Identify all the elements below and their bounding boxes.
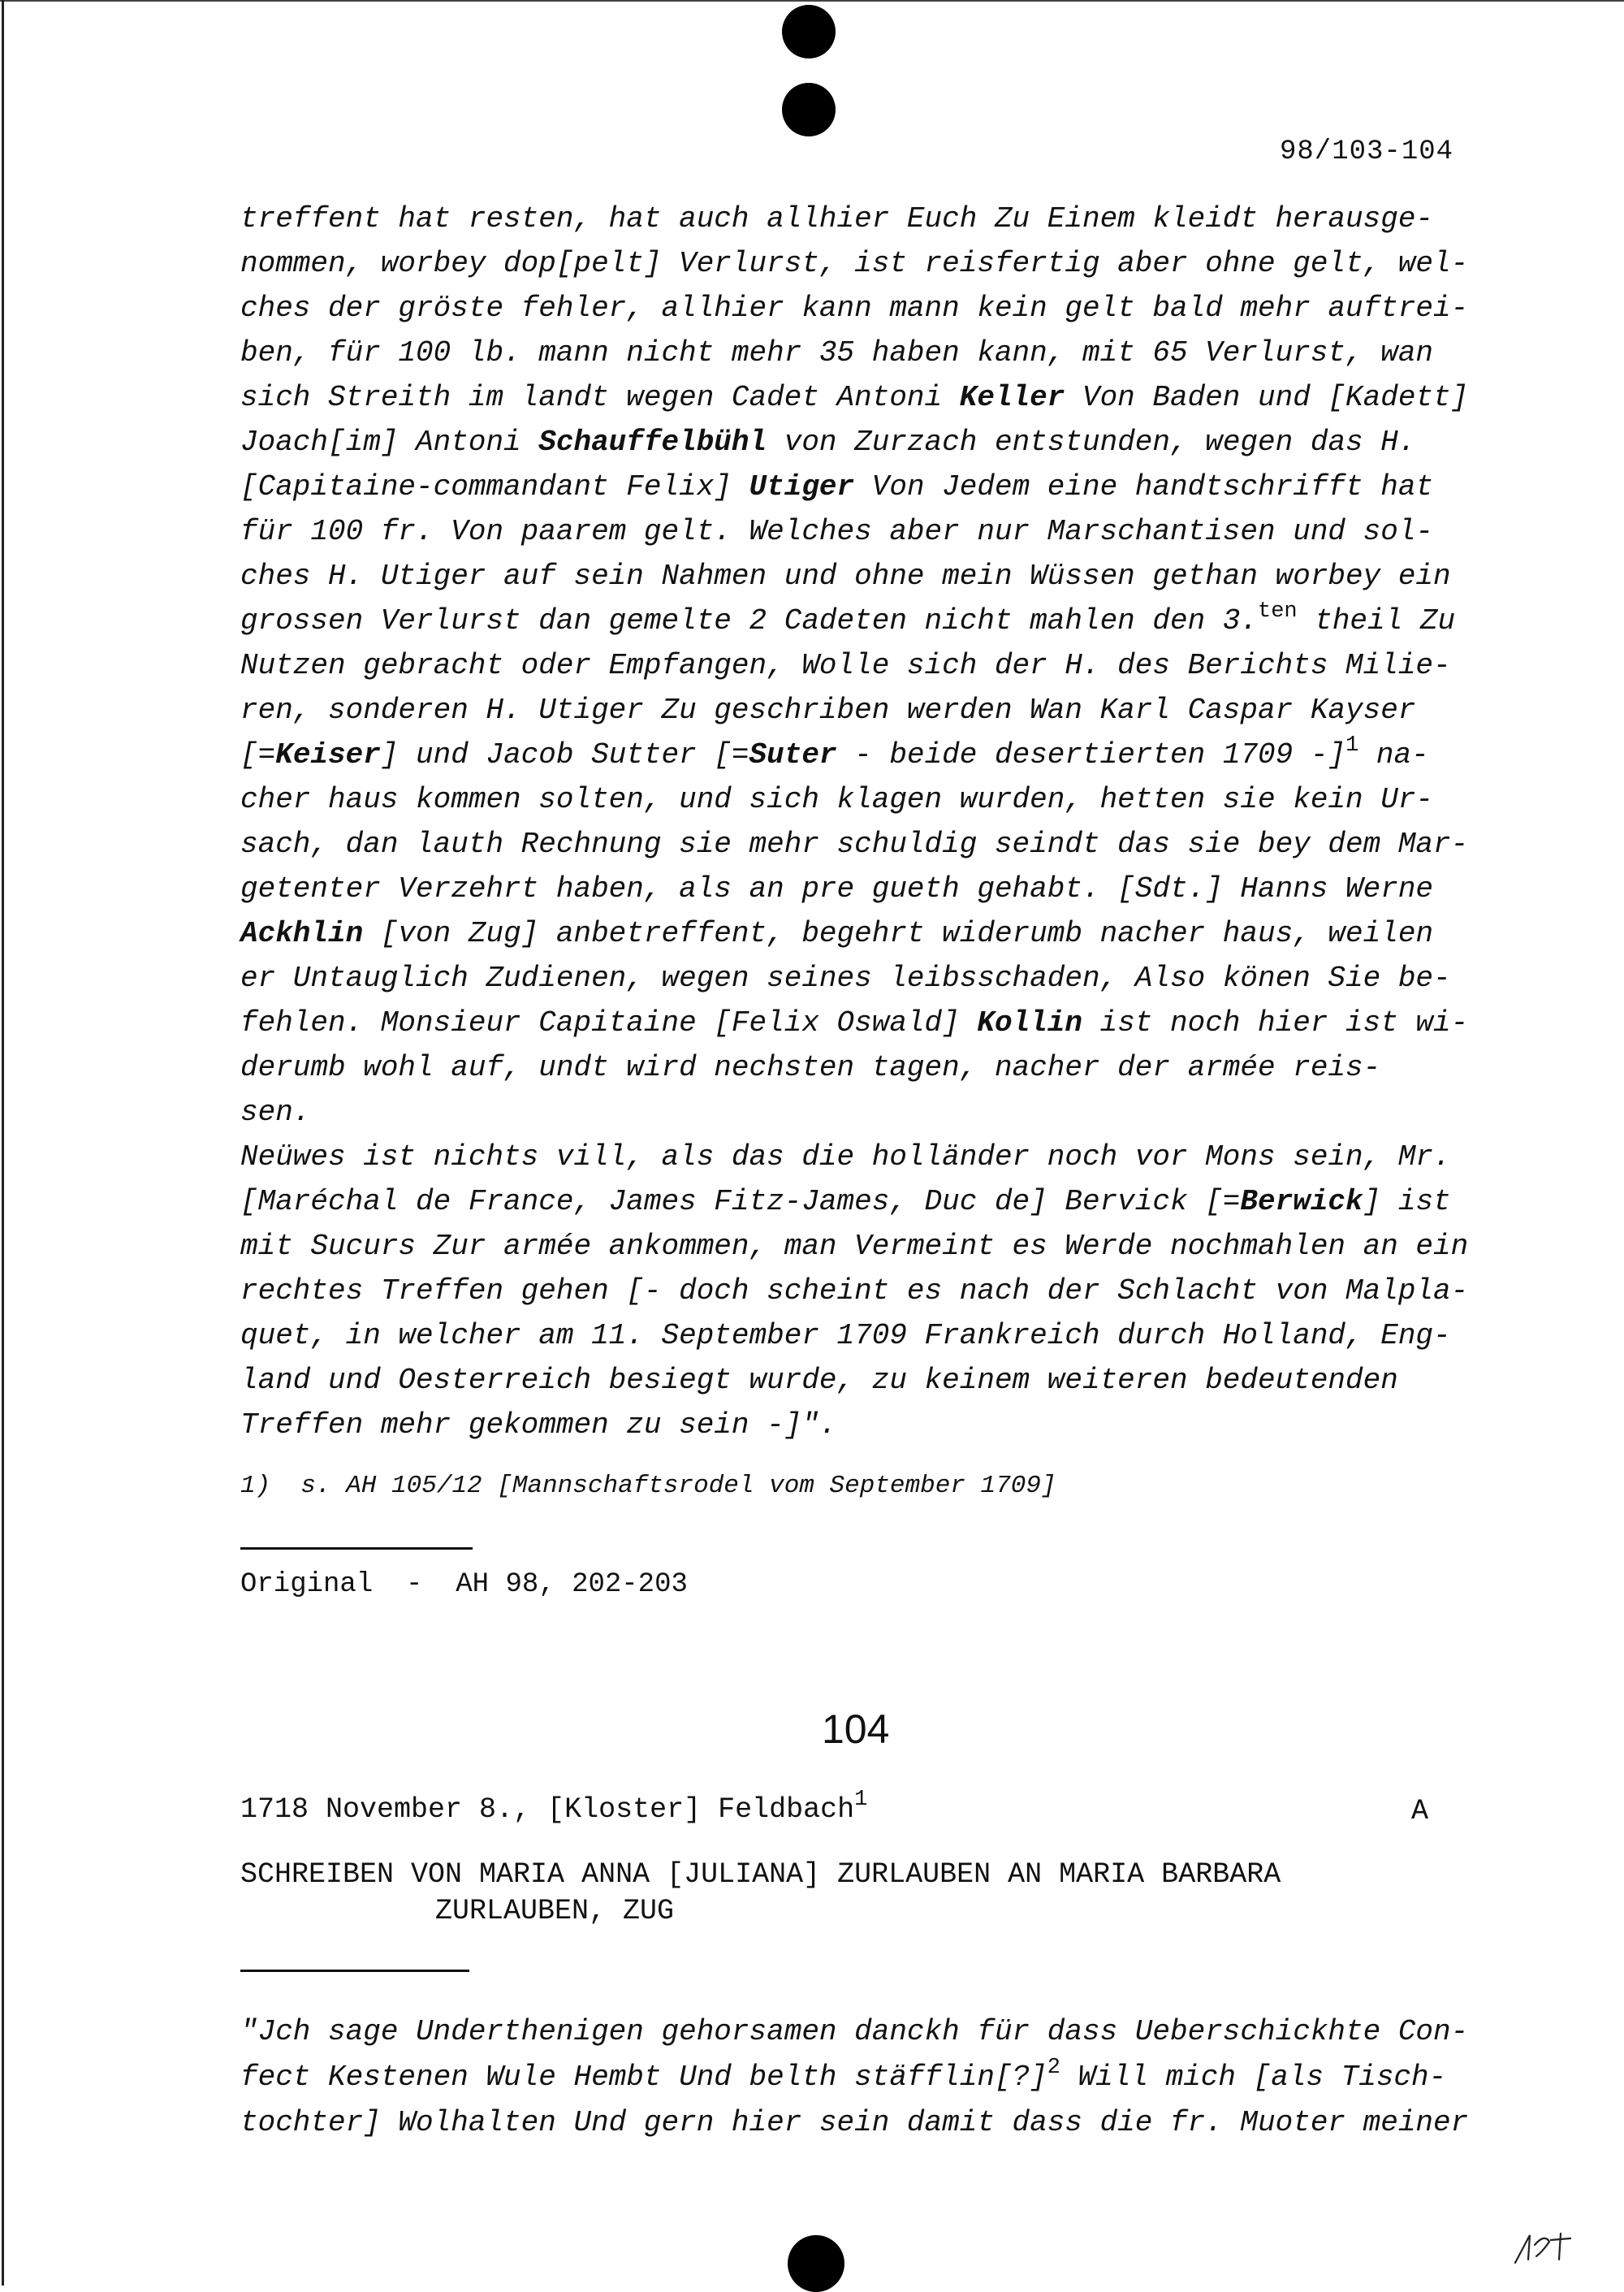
text-segment: Will mich [als Tisch- bbox=[1060, 2061, 1447, 2094]
divider-rule-2 bbox=[240, 1970, 469, 1972]
scan-left-edge bbox=[2, 0, 4, 2286]
footnote-marker: ten bbox=[1258, 599, 1298, 624]
text-line bbox=[240, 1358, 1491, 1403]
text-line bbox=[240, 1179, 1491, 1224]
footnote: 1) s. AH 105/12 [Mannschaftsrodel vom September 1709] bbox=[240, 1472, 1056, 1500]
text-segment: land und Oesterreich besiegt wurde, zu keinem weiteren bedeutenden bbox=[240, 1364, 1398, 1397]
text-line bbox=[240, 1403, 1491, 1447]
text-line bbox=[240, 867, 1491, 911]
text-segment: ben, für 100 lb. mann nicht mehr 35 haben kann, mit 65 Verlurst, wan bbox=[240, 336, 1434, 370]
handwritten-page-mark bbox=[1512, 2227, 1577, 2268]
punch-hole-bottom bbox=[788, 2235, 844, 2292]
text-line bbox=[240, 733, 1491, 777]
text-line bbox=[240, 509, 1491, 554]
text-segment: Joach[im] Antoni bbox=[240, 426, 539, 459]
text-segment: "Jch sage Underthenigen gehorsamen danckh für dass Ueberschickhte Con- bbox=[240, 2015, 1469, 2048]
letter-quote-text bbox=[240, 2009, 1491, 2146]
text-segment: Nutzen gebracht oder Empfangen, Wolle sich der H. des Berichts Milie- bbox=[240, 649, 1451, 682]
text-line bbox=[240, 1313, 1491, 1358]
text-line bbox=[240, 286, 1491, 331]
text-segment: Von Baden und [Kadett] bbox=[1065, 381, 1469, 414]
footnote-marker: 1 bbox=[1345, 733, 1359, 758]
text-line bbox=[240, 1135, 1491, 1179]
text-segment: Neüwes ist nichts vill, als das die holländer noch vor Mons sein, Mr. bbox=[240, 1140, 1451, 1174]
text-line bbox=[240, 777, 1491, 822]
text-segment: sen. bbox=[240, 1096, 311, 1129]
text-segment: rechtes Treffen gehen [- doch scheint es nach der Schlacht von Malpla- bbox=[240, 1274, 1469, 1308]
dateline-text: 1718 November 8., [Kloster] Feldbach bbox=[240, 1793, 855, 1826]
heading-line-1: SCHREIBEN VON MARIA ANNA [JULIANA] ZURLAUBEN AN MARIA BARBARA bbox=[240, 1858, 1281, 1891]
bold-name: Keiser bbox=[275, 738, 381, 772]
dateline-footnote-marker: 1 bbox=[854, 1788, 868, 1812]
bold-name: Utiger bbox=[749, 470, 855, 504]
text-segment: für 100 fr. Von paarem gelt. Welches aber nur Marschantisen und sol- bbox=[240, 515, 1434, 548]
text-segment: ] ist bbox=[1363, 1185, 1451, 1218]
text-segment: quet, in welcher am 11. September 1709 Frankreich durch Holland, Eng- bbox=[240, 1319, 1451, 1352]
dateline bbox=[240, 1788, 868, 1826]
text-line bbox=[240, 465, 1491, 509]
bold-name: Schauffelbühl bbox=[538, 426, 767, 459]
text-line bbox=[240, 331, 1491, 375]
text-line bbox=[240, 643, 1491, 688]
text-line bbox=[240, 1269, 1491, 1313]
bold-name: Kollin bbox=[977, 1006, 1082, 1040]
text-segment: ren, sonderen H. Utiger Zu geschriben werden Wan Karl Caspar Kayser bbox=[240, 694, 1416, 727]
text-line bbox=[240, 375, 1491, 420]
text-line bbox=[240, 197, 1491, 241]
text-line bbox=[240, 2009, 1491, 2055]
heading-line-2: ZURLAUBEN, ZUG bbox=[435, 1895, 675, 1927]
text-line bbox=[240, 1224, 1491, 1269]
text-segment: Treffen mehr gekommen zu sein -]". bbox=[240, 1408, 837, 1442]
text-segment: [= bbox=[240, 738, 276, 772]
page-reference: 98/103-104 bbox=[1280, 136, 1454, 167]
text-segment: derumb wohl auf, undt wird nechsten tagen, nacher der armée reis- bbox=[240, 1051, 1381, 1084]
document-number: 104 bbox=[822, 1706, 890, 1752]
text-line bbox=[240, 554, 1491, 599]
text-segment: ches H. Utiger auf sein Nahmen und ohne mein Wüssen gethan worbey ein bbox=[240, 560, 1451, 593]
bold-name: Ackhlin bbox=[240, 917, 364, 950]
text-segment: getenter Verzehrt haben, als an pre gueth gehabt. [Sdt.] Hanns Werne bbox=[240, 872, 1434, 906]
text-segment: fehlen. Monsieur Capitaine [Felix Oswald] bbox=[240, 1006, 978, 1040]
text-segment: ] und Jacob Sutter [= bbox=[380, 738, 749, 772]
text-segment: [Capitaine-commandant Felix] bbox=[240, 470, 749, 504]
text-segment: sach, dan lauth Rechnung sie mehr schuldig seindt das sie bey dem Mar- bbox=[240, 828, 1469, 861]
text-line bbox=[240, 2055, 1491, 2100]
text-line bbox=[240, 2100, 1491, 2146]
text-segment: [Maréchal de France, James Fitz-James, Duc de] Bervick [= bbox=[240, 1185, 1241, 1218]
text-line bbox=[240, 688, 1491, 733]
text-line bbox=[240, 1090, 1491, 1135]
text-segment: nommen, worbey dop[pelt] Verlurst, ist reisfertig aber ohne gelt, wel- bbox=[240, 247, 1469, 280]
text-segment: na- bbox=[1358, 738, 1429, 772]
text-segment: treffent hat resten, hat auch allhier Euch Zu Einem kleidt herausge- bbox=[240, 202, 1434, 236]
text-line bbox=[240, 241, 1491, 286]
text-line bbox=[240, 420, 1491, 465]
bold-name: Berwick bbox=[1240, 1185, 1363, 1218]
continuation-text bbox=[240, 197, 1491, 1447]
punch-hole-top-1 bbox=[782, 5, 836, 58]
scan-top-edge bbox=[0, 0, 1624, 2]
original-source: Original - AH 98, 202-203 bbox=[240, 1569, 688, 1600]
text-line bbox=[240, 599, 1491, 643]
text-segment: ist noch hier ist wi- bbox=[1082, 1006, 1469, 1040]
text-line bbox=[240, 956, 1491, 1001]
text-segment: theil Zu bbox=[1297, 604, 1456, 638]
text-line bbox=[240, 1045, 1491, 1090]
text-segment: fect Kestenen Wule Hembt Und belth stäfflin[?] bbox=[240, 2061, 1047, 2094]
text-segment: Von Jedem eine handtschrifft hat bbox=[854, 470, 1434, 504]
text-line bbox=[240, 911, 1491, 956]
punch-hole-top-2 bbox=[782, 83, 836, 136]
text-segment: sich Streith im landt wegen Cadet Antoni bbox=[240, 381, 960, 414]
text-segment: von Zurzach entstunden, wegen das H. bbox=[767, 426, 1416, 459]
divider-rule bbox=[240, 1547, 473, 1550]
text-segment: [von Zug] anbetreffent, begehrt widerumb nacher haus, weilen bbox=[363, 917, 1434, 950]
text-segment: grossen Verlurst dan gemelte 2 Cadeten nicht mahlen den 3. bbox=[240, 604, 1259, 638]
text-segment: tochter] Wolhalten Und gern hier sein damit dass die fr. Muoter meiner bbox=[240, 2106, 1469, 2139]
text-segment: cher haus kommen solten, und sich klagen wurden, hetten sie kein Ur- bbox=[240, 783, 1434, 816]
text-segment: er Untauglich Zudienen, wegen seines leibsschaden, Also könen Sie be- bbox=[240, 962, 1451, 995]
footnote-marker: 2 bbox=[1047, 2056, 1060, 2080]
text-segment: mit Sucurs Zur armée ankommen, man Vermeint es Werde nochmahlen an ein bbox=[240, 1230, 1469, 1263]
text-line bbox=[240, 822, 1491, 867]
document-category-letter: A bbox=[1411, 1795, 1429, 1827]
bold-name: Suter bbox=[749, 738, 837, 772]
document-heading bbox=[240, 1857, 1281, 1930]
bold-name: Keller bbox=[959, 381, 1065, 414]
text-line bbox=[240, 1001, 1491, 1045]
text-segment: - beide desertierten 1709 -] bbox=[836, 738, 1346, 772]
text-segment: ches der gröste fehler, allhier kann mann kein gelt bald mehr auftrei- bbox=[240, 292, 1469, 325]
